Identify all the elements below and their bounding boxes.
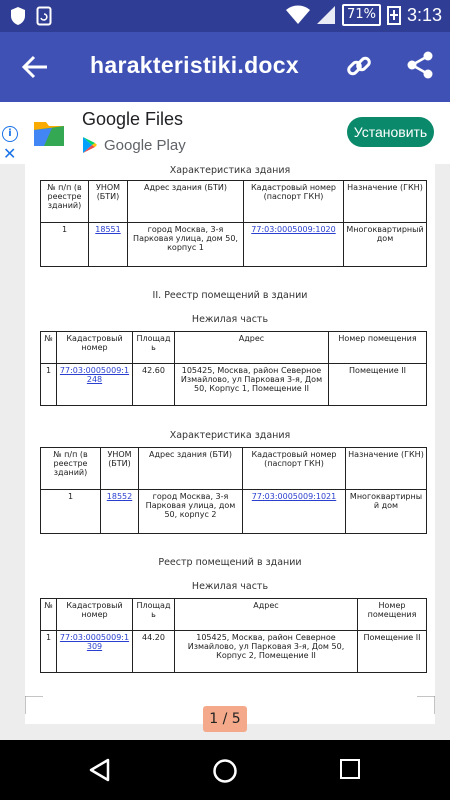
nonresidential1-heading: Нежилая часть [191, 314, 269, 325]
ad-subtitle [82, 136, 186, 154]
status-bar [0, 0, 450, 32]
registry1-heading: II. Реестр помещений в здании [152, 290, 308, 301]
col-header-number: № п/п (в реестре зданий) [41, 181, 89, 223]
building2-heading: Характеристика здания [169, 430, 291, 441]
cadastral-link[interactable]: 77:03:0005009:1021 [251, 492, 337, 501]
cell-address: город Москва, 3-я Парковая улица, дом 50, корпус 1 [128, 223, 244, 267]
col-header-number: № п/п (в реестре зданий) [41, 448, 101, 490]
app-bar [0, 32, 450, 102]
table-row [41, 490, 427, 534]
premises1-table [40, 331, 427, 406]
cell-address: город Москва, 3-я Парковая улица, дом 50, корпус 2 [139, 490, 243, 534]
share-icon[interactable] [405, 50, 435, 80]
cell-area: 44.20 [133, 631, 175, 673]
col-header-cadastral: Кадастровый номер (паспорт ГКН) [244, 181, 344, 223]
unom-link[interactable]: 18551 [95, 225, 121, 234]
ad-info-icon[interactable]: i [2, 126, 18, 142]
col-header-address: Адрес здания (БТИ) [139, 448, 243, 490]
cell-cadastral [57, 364, 133, 406]
col-header-purpose: Назначение (ГКН) [344, 181, 427, 223]
cell-address: 105425, Москва, район Северное Измайлово, ул Парковая 3-я, Дом 50, Корпус 2, Помещение II [175, 631, 358, 673]
unom-link[interactable]: 18552 [106, 492, 133, 501]
cell-number: 1 [41, 364, 57, 406]
cadastral-link[interactable]: 77:03:0005009:1248 [59, 366, 130, 384]
clock: 3:13 [406, 4, 442, 25]
navigation-bar [0, 740, 450, 800]
ad-close-icon[interactable]: ✕ [3, 144, 17, 163]
building1-heading: Характеристика здания [169, 165, 291, 176]
registry2-heading: Реестр помещений в здании [158, 557, 302, 568]
cell-area: 42.60 [133, 364, 175, 406]
cell-number: 1 [41, 223, 89, 267]
cell-purpose: Многоквартирный дом [346, 490, 427, 534]
nav-home-icon[interactable] [212, 758, 238, 784]
page-corner-mark [25, 696, 43, 714]
building2-table [40, 447, 427, 534]
col-header-address: Адрес [175, 332, 329, 364]
cell-unom [101, 490, 139, 534]
nav-recents-icon[interactable] [340, 759, 360, 779]
signal-icon [316, 5, 336, 25]
document-page [25, 164, 435, 724]
col-header-premises-number: Номер помещения [358, 599, 427, 631]
cell-number: 1 [41, 490, 101, 534]
col-header-premises-number: Номер помещения [329, 332, 427, 364]
col-header-cadastral: Кадастровый номер [57, 599, 133, 631]
col-header-purpose: Назначение (ГКН) [346, 448, 427, 490]
table-row [41, 223, 427, 267]
ad-title: Google Files [82, 109, 184, 129]
col-header-cadastral: Кадастровый номер (паспорт ГКН) [243, 448, 346, 490]
document-title: harakteristiki.docx [90, 52, 299, 78]
google-files-logo [32, 118, 66, 148]
premises2-table [40, 598, 427, 673]
col-header-address: Адрес [175, 599, 358, 631]
cell-purpose: Многоквартирный дом [344, 223, 427, 267]
nav-back-icon[interactable] [88, 758, 112, 782]
cell-premises-number: Помещение II [358, 631, 427, 673]
install-button[interactable]: Установить [347, 117, 434, 147]
back-arrow-icon[interactable] [20, 52, 50, 82]
col-header-cadastral: Кадастровый номер [57, 332, 133, 364]
battery-indicator: 71% [342, 4, 381, 26]
building1-table [40, 180, 427, 267]
col-header-area: Площадь [133, 332, 175, 364]
cadastral-link[interactable]: 77:03:0005009:1309 [59, 633, 130, 651]
col-header-number: № [41, 332, 57, 364]
wifi-icon [286, 5, 310, 25]
cell-cadastral [243, 490, 346, 534]
col-header-address: Адрес здания (БТИ) [128, 181, 244, 223]
col-header-area: Площадь [133, 599, 175, 631]
shield-icon [10, 6, 26, 26]
page-corner-mark [417, 696, 435, 714]
cadastral-link[interactable]: 77:03:0005009:1020 [251, 225, 336, 234]
cell-cadastral [244, 223, 344, 267]
col-header-number: № [41, 599, 57, 631]
col-header-unom: УНОМ (БТИ) [101, 448, 139, 490]
ad-banner[interactable] [0, 102, 450, 165]
page-indicator: 1 / 5 [203, 706, 247, 732]
table-row [41, 631, 427, 673]
cell-number: 1 [41, 631, 57, 673]
cell-premises-number: Помещение II [329, 364, 427, 406]
link-icon[interactable] [345, 52, 373, 80]
col-header-unom: УНОМ (БТИ) [89, 181, 128, 223]
cell-unom [89, 223, 128, 267]
table-row [41, 364, 427, 406]
ad-subtitle-text: Google Play [104, 136, 186, 154]
google-play-icon [82, 136, 98, 154]
document-viewer[interactable] [0, 164, 450, 740]
cell-address: 105425, Москва, район Северное Измайлово, ул Парковая 3-я, Дом 50, Корпус 1, Помещение II [175, 364, 329, 406]
screenshot-icon [36, 6, 52, 26]
cell-cadastral [57, 631, 133, 673]
charging-icon [387, 5, 401, 25]
nonresidential2-heading: Нежилая часть [191, 581, 269, 592]
